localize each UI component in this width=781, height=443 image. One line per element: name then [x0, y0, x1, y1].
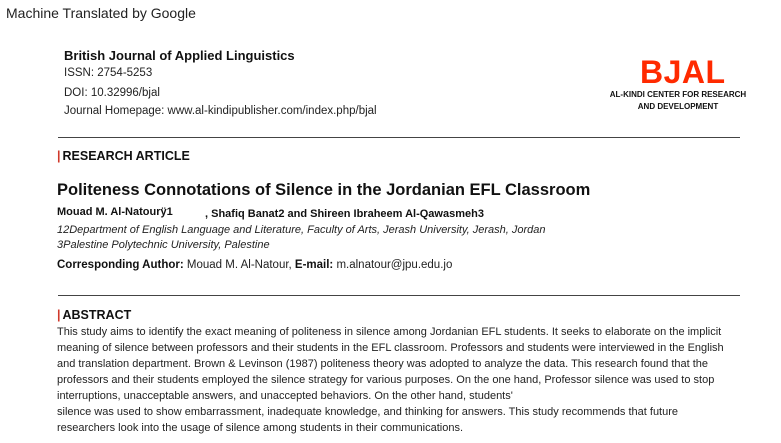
- corresponding-name: Mouad M. Al-Natour,: [183, 259, 295, 271]
- journal-issn: ISSN: 2754-5253: [64, 67, 153, 79]
- journal-name: British Journal of Applied Linguistics: [64, 48, 295, 63]
- corresponding-label: Corresponding Author:: [57, 259, 184, 271]
- publisher-name-line2: AND DEVELOPMENT: [637, 102, 719, 111]
- header-divider: [58, 137, 740, 138]
- abstract-line: silence was used to show embarrassment, inadequate knowledge, and thinking for answers. This study recommends that future: [57, 406, 679, 418]
- email-label: E-mail:: [294, 259, 334, 271]
- journal-logo: BJAL: [640, 54, 726, 90]
- abstract-line: and translation department. Brown & Levinson (1987) politeness theory was adopted to analyze the data. This research found that the: [57, 358, 709, 370]
- journal-doi: DOI: 10.32996/bjal: [64, 87, 160, 99]
- corresponding-email[interactable]: m.alnatour@jpu.edu.jo: [333, 259, 453, 271]
- article-title: Politeness Connotations of Silence in the Jordanian EFL Classroom: [57, 181, 591, 199]
- publisher-name: [604, 89, 752, 113]
- abstract-heading-label: ABSTRACT: [62, 308, 132, 322]
- affiliation-2: 3Palestine Polytechnic University, Palestine: [57, 239, 270, 251]
- corresponding-author: [57, 259, 452, 271]
- abstract-divider: [58, 295, 740, 296]
- publisher-name-line1: AL-KINDI CENTER FOR RESEARCH: [609, 90, 747, 99]
- abstract-heading: [57, 308, 131, 322]
- abstract-line: researchers look into the usage of silence among students in their communications.: [57, 422, 463, 434]
- translation-banner: Machine Translated by Google: [6, 5, 196, 21]
- abstract-line: This study aims to identify the exact meaning of politeness in silence among Jordanian EFL students. It seeks to elaborate on the implicit: [57, 326, 722, 338]
- accent-bar: |: [57, 308, 61, 322]
- author-first: Mouad M. Al-Natourÿ1: [57, 206, 173, 218]
- abstract-line: professors and their students employed the silence strategy for various purposes. On the one hand, Professor silence was used to stop: [57, 374, 715, 386]
- article-type: [57, 149, 190, 163]
- affiliation-1: 12Department of English Language and Literature, Faculty of Arts, Jerash University, Jerash, Jordan: [57, 224, 546, 236]
- accent-bar: |: [57, 149, 61, 163]
- abstract-line: meaning of silence between professors and their students in the EFL classroom. Professors and students were interviewed in the English: [57, 342, 724, 354]
- author-others: , Shafiq Banat2 and Shireen Ibraheem Al-Qawasmeh3: [205, 208, 484, 220]
- article-type-label: RESEARCH ARTICLE: [62, 149, 190, 163]
- abstract-line: interruptions, unacceptable answers, and unaccepted behaviors. On the other hand, students': [57, 390, 513, 402]
- journal-homepage[interactable]: Journal Homepage: www.al-kindipublisher.com/index.php/bjal: [64, 105, 377, 117]
- abstract-body: [57, 324, 747, 436]
